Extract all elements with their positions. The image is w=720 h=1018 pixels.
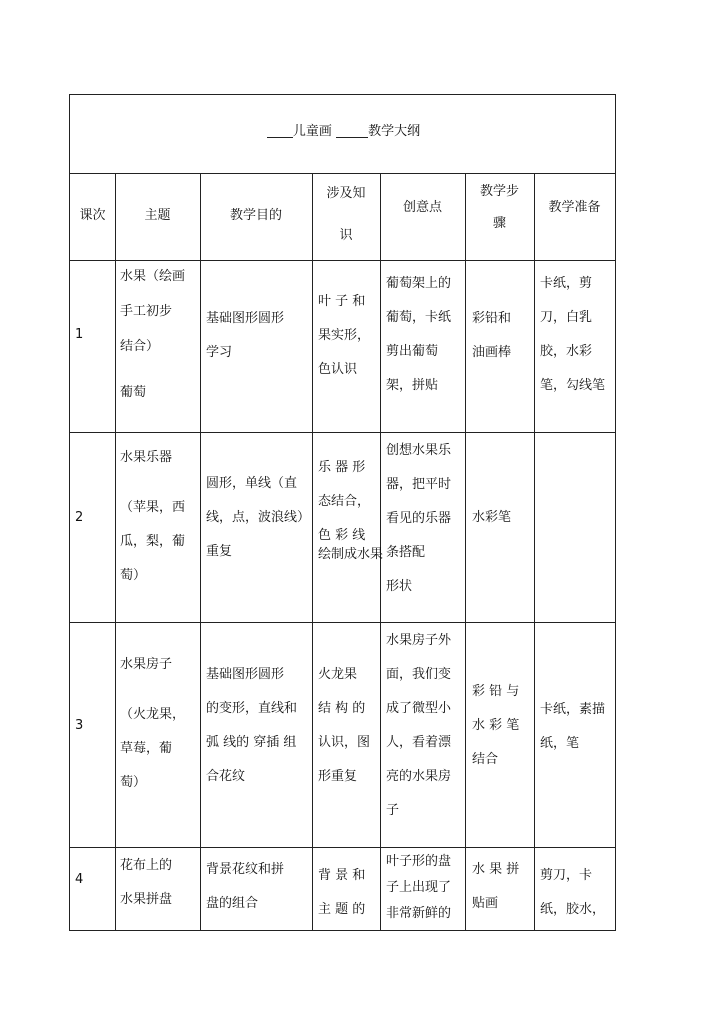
header-lesson: 课次 (79, 208, 106, 223)
col-divider (200, 173, 201, 930)
col-divider (115, 173, 116, 930)
row1-idea (386, 267, 465, 403)
row3-goal (206, 658, 312, 794)
row3-knowledge-line: 火龙果 (318, 667, 358, 682)
row1-prep-line: 胶，水彩 (540, 344, 593, 359)
header-idea: 创意点 (402, 200, 442, 215)
row1-goal (206, 302, 312, 370)
row1-knowledge-line: 叶 子 和 (318, 294, 366, 309)
row1-idea-line: 葡萄，卡纸 (386, 310, 452, 325)
row3-knowledge-line: 结 构 的 (318, 701, 366, 716)
row3-goal-line: 的变形，直线和 (206, 701, 298, 716)
row1-theme (120, 259, 200, 410)
row3-idea-line: 子 (386, 803, 400, 818)
row1-prep-line: 卡纸，剪 (540, 276, 593, 291)
row2-idea-line: 条搭配 (386, 545, 426, 560)
row3-knowledge (318, 658, 380, 794)
row4-idea (386, 849, 465, 927)
title-segment-1: 儿童画 (292, 124, 332, 139)
row2-knowledge (318, 451, 388, 572)
row3-knowledge-line: 认识，图 (318, 735, 371, 750)
row4-theme-line: 花布上的 (120, 858, 173, 873)
row1-idea-line: 葡萄架上的 (386, 276, 452, 291)
row1-theme-line: 水果（绘画 (120, 269, 186, 284)
row3-theme-line: 草莓，葡 (120, 741, 173, 756)
row3-steps (472, 675, 534, 777)
row4-idea-line: 非常新鲜的 (386, 906, 452, 921)
row3-steps-line: 结合 (472, 752, 499, 767)
col-divider (312, 173, 313, 930)
row2-knowledge-line: 色 彩 线 (318, 528, 366, 543)
row1-steps (472, 302, 534, 370)
col-divider (465, 173, 466, 930)
row3-knowledge-line: 形重复 (318, 769, 358, 784)
row4-knowledge (318, 859, 380, 927)
row2-knowledge-line: 绘制成水果 (318, 547, 384, 562)
row1-knowledge-line: 果实形， (318, 328, 371, 343)
table-title (70, 120, 617, 139)
row4-theme (120, 849, 200, 917)
row4-theme-line: 水果拼盘 (120, 892, 173, 907)
row4-knowledge-line: 主 题 的 (318, 902, 366, 917)
row3-goal-line: 弧 线的 穿插 组 (206, 735, 297, 750)
row3-goal-line: 基础图形圆形 (206, 667, 285, 682)
row3-steps-line: 彩 铅 与 (472, 684, 520, 699)
row3-idea-line: 亮的水果房 (386, 769, 452, 784)
row3-prep (540, 693, 615, 761)
header-theme: 主题 (144, 208, 171, 223)
row4-prep-line: 剪刀，卡 (540, 868, 593, 883)
row3-goal-line: 合花纹 (206, 769, 246, 784)
row1-idea-line: 剪出葡萄 (386, 344, 439, 359)
row2-goal-line: 圆形，单线（直 (206, 476, 298, 491)
row2-steps-line: 水彩笔 (472, 510, 512, 525)
row4-lesson-number: 4 (75, 872, 84, 887)
row3-theme-line: （火龙果， (120, 707, 186, 722)
row3-idea-line: 成了微型小 (386, 701, 452, 716)
header-knowledge-line2: 识 (339, 228, 353, 243)
row3-prep-line: 纸，笔 (540, 736, 580, 751)
row2-theme-line: （苹果，西 (120, 500, 186, 515)
header-prep: 教学准备 (548, 200, 601, 215)
row2-theme (120, 441, 200, 593)
row2-idea-line: 看见的乐器 (386, 511, 452, 526)
row4-goal-line: 盘的组合 (206, 896, 259, 911)
row2-goal (206, 467, 312, 569)
row1-prep (540, 267, 615, 403)
row2-theme-line: 瓜，梨，葡 (120, 534, 186, 549)
syllabus-table (69, 94, 616, 931)
row2-lesson-number: 2 (75, 510, 84, 525)
row3-idea-line: 水果房子外 (386, 633, 452, 648)
row1-theme-line: 葡萄 (120, 385, 147, 400)
row2-knowledge-line: 乐 器 形 (318, 460, 366, 475)
col-divider (534, 173, 535, 930)
row4-prep-line: 纸，胶水， (540, 902, 606, 917)
row4-goal (206, 853, 312, 921)
header-knowledge-line1: 涉及知 (326, 186, 366, 201)
row3-theme (120, 648, 200, 800)
row3-theme-line: 萄） (120, 775, 147, 790)
row4-steps (472, 853, 534, 921)
row1-steps-line: 彩铅和 (472, 311, 512, 326)
row1-knowledge (318, 285, 380, 387)
header-goal: 教学目的 (229, 208, 282, 223)
title-blank-2 (336, 123, 368, 138)
row3-lesson-number: 3 (75, 718, 84, 733)
row3-idea-line: 人，看着漂 (386, 735, 452, 750)
title-segment-2: 教学大纲 (368, 124, 421, 139)
header-steps-line2: 骤 (492, 216, 506, 231)
row2-idea-line: 形状 (386, 579, 413, 594)
row4-knowledge-line: 背 景 和 (318, 868, 366, 883)
row3-idea (386, 624, 465, 828)
row1-knowledge-line: 色认识 (318, 362, 358, 377)
row2-goal-line: 重复 (206, 544, 233, 559)
row3-idea-line: 面，我们变 (386, 667, 452, 682)
row2-theme-line: 水果乐器 (120, 450, 173, 465)
row2-knowledge-line: 态结合， (318, 494, 371, 509)
row4-goal-line: 背景花纹和拼 (206, 862, 285, 877)
row3-prep-line: 卡纸，素描 (540, 702, 606, 717)
row2-idea-line: 创想水果乐 (386, 443, 452, 458)
row4-idea-line: 子上出现了 (386, 880, 452, 895)
row2-goal-line: 线，点，波浪线） (206, 510, 311, 525)
row4-steps-line: 水 果 拼 (472, 862, 520, 877)
row4-prep (540, 859, 615, 927)
header-steps-line1: 教学步 (479, 184, 519, 199)
row2-theme-line: 萄） (120, 568, 147, 583)
row1-prep-line: 刀，白乳 (540, 310, 593, 325)
row3-steps-line: 水 彩 笔 (472, 718, 520, 733)
row1-idea-line: 架，拼贴 (386, 378, 439, 393)
row4-steps-line: 贴画 (472, 896, 499, 911)
row1-theme-line: 结合） (120, 339, 160, 354)
row3-theme-line: 水果房子 (120, 657, 173, 672)
row2-idea-line: 器，把平时 (386, 477, 452, 492)
row1-goal-line: 学习 (206, 345, 233, 360)
row1-prep-line: 笔，勾线笔 (540, 378, 606, 393)
row1-goal-line: 基础图形圆形 (206, 311, 285, 326)
row1-steps-line: 油画棒 (472, 345, 512, 360)
row1-theme-line: 手工初步 (120, 304, 173, 319)
row4-idea-line: 叶子形的盘 (386, 854, 452, 869)
row2-idea (386, 434, 465, 604)
row2-steps (472, 501, 534, 535)
row1-lesson-number: 1 (75, 327, 84, 342)
title-blank-1 (267, 123, 293, 138)
